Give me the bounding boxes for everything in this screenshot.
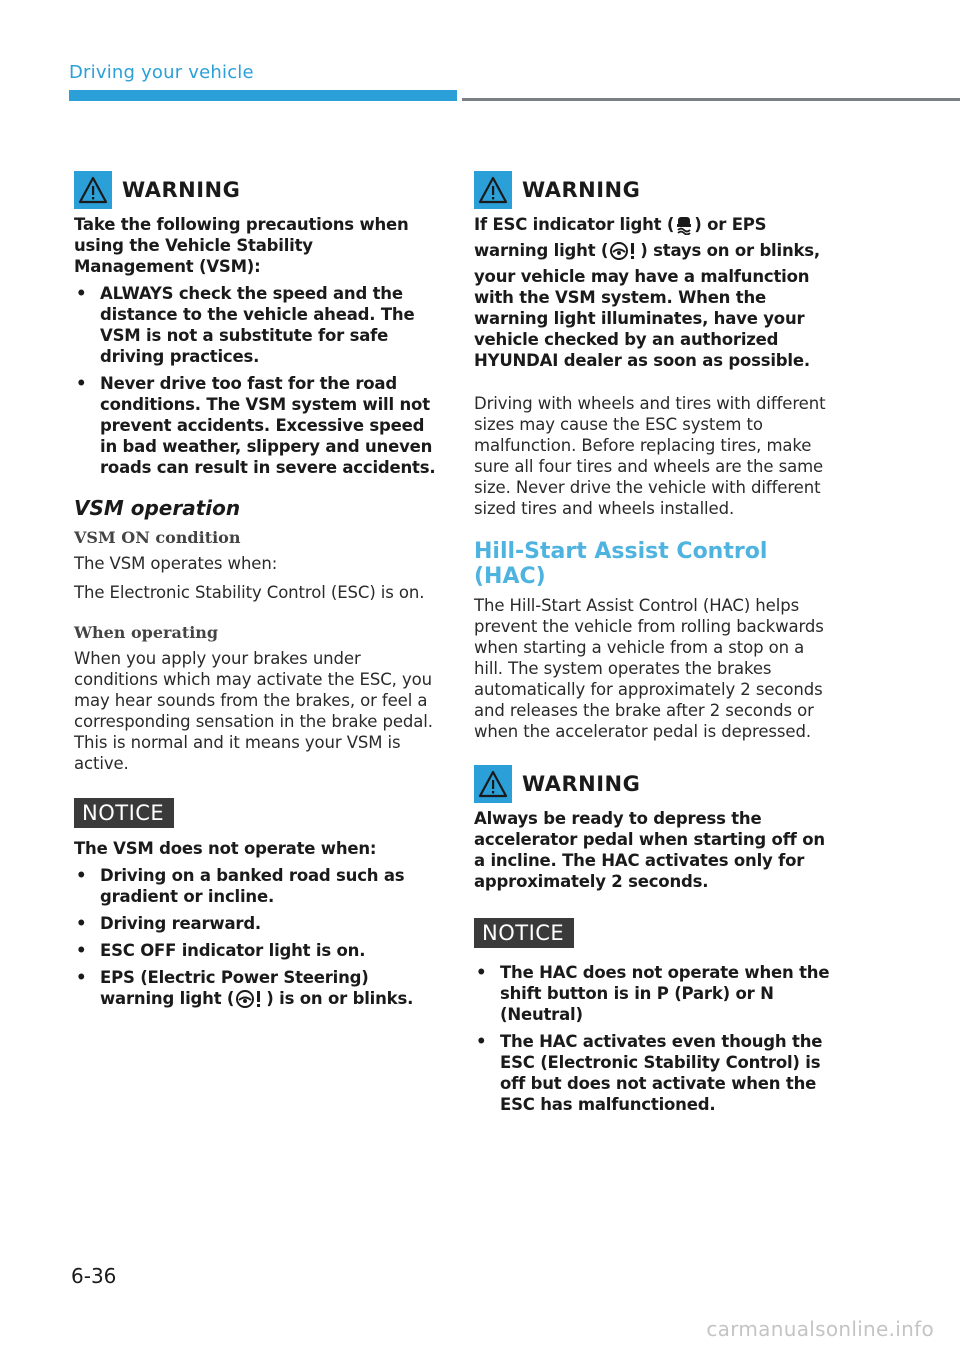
vsm-on-heading: VSM ON condition bbox=[74, 528, 241, 547]
list-item: • Driving rearward. bbox=[74, 913, 436, 934]
esc-indicator-icon bbox=[675, 215, 693, 240]
tires-text: Driving with wheels and tires with different sizes may cause the ESC system to malfunction. Before replacing tires, make sure all four tires and wheels are the same size. Never drive the vehicle with different sized tires and wheels installed. bbox=[474, 394, 826, 518]
notice-list bbox=[474, 962, 838, 1115]
watermark: carmanualsonline.info bbox=[706, 1317, 934, 1341]
warning-triangle-icon bbox=[474, 171, 512, 209]
notice-intro: The VSM does not operate when: bbox=[74, 839, 377, 858]
left-column bbox=[74, 170, 436, 1020]
when-operating-text: When you apply your brakes under conditions which may activate the ESC, you may hear sounds from the brakes, or feel a corresponding sensation in the brake pedal. This is normal and it means your VSM is active. bbox=[74, 649, 433, 773]
eps-warning-icon bbox=[235, 989, 265, 1014]
header-accent-bar bbox=[69, 90, 457, 101]
warning-intro: Take the following precautions when using the Vehicle Stability Management (VSM): bbox=[74, 215, 409, 276]
vsm-operation-heading: VSM operation bbox=[74, 496, 241, 520]
esc-text-2: ) or EPS warning light ( bbox=[474, 215, 767, 260]
list-item: • ESC OFF indicator light is on. bbox=[74, 940, 436, 961]
warning-heading bbox=[74, 170, 436, 210]
warning-heading bbox=[474, 170, 838, 210]
list-item bbox=[74, 967, 436, 1014]
eps-text-after: ) is on or blinks. bbox=[266, 989, 414, 1008]
eps-warning-icon bbox=[609, 241, 639, 266]
notice-label: NOTICE bbox=[74, 798, 174, 828]
header-rule bbox=[462, 98, 960, 101]
eps-text-before: EPS (Electric Power Steering) warning light ( bbox=[100, 968, 369, 1008]
vsm-on-text: The VSM operates when: bbox=[74, 554, 278, 573]
page-number: 6-36 bbox=[71, 1264, 117, 1288]
list-item: • Driving on a banked road such as gradient or incline. bbox=[74, 865, 436, 907]
warning-triangle-icon bbox=[474, 765, 512, 803]
warning-heading bbox=[474, 764, 838, 804]
esc-warning-text bbox=[474, 214, 838, 371]
esc-text-1: If ESC indicator light ( bbox=[474, 215, 675, 234]
warning-list bbox=[74, 283, 436, 478]
hac-heading: Hill-Start Assist Control (HAC) bbox=[474, 539, 768, 589]
warning-label: WARNING bbox=[522, 178, 641, 202]
warning-label: WARNING bbox=[522, 772, 641, 796]
right-column bbox=[474, 170, 838, 1121]
notice-block bbox=[74, 798, 436, 828]
list-item: • Never drive too fast for the road conditions. The VSM system will not prevent accidents. Excessive speed in bad weather, slippery and uneven roads can result in severe accidents. bbox=[74, 373, 436, 478]
list-item: • ALWAYS check the speed and the distance to the vehicle ahead. The VSM is not a substitute for safe driving practices. bbox=[74, 283, 436, 367]
esc-text-3: ) stays on or blinks, your vehicle may have a malfunction with the VSM system. When the warning light illuminates, have your vehicle checked by an authorized HYUNDAI dealer as soon as possible. bbox=[474, 241, 820, 370]
warning-label: WARNING bbox=[122, 178, 241, 202]
section-title: Driving your vehicle bbox=[69, 62, 254, 83]
notice-list bbox=[74, 865, 436, 1014]
when-operating-heading: When operating bbox=[74, 623, 219, 642]
vsm-on-text-2: The Electronic Stability Control (ESC) is on. bbox=[74, 583, 425, 602]
notice-label: NOTICE bbox=[474, 918, 574, 948]
warning-triangle-icon bbox=[74, 171, 112, 209]
hac-warning-text: Always be ready to depress the accelerator pedal when starting off on a incline. The HAC activates only for approximately 2 seconds. bbox=[474, 809, 825, 891]
list-item: • The HAC does not operate when the shift button is in P (Park) or N (Neutral) bbox=[474, 962, 838, 1025]
notice-block bbox=[474, 918, 838, 948]
hac-text: The Hill-Start Assist Control (HAC) helps prevent the vehicle from rolling backwards when starting a vehicle from a stop on a hill. The system operates the brakes automatically for approximately 2 seconds and releases the brake after 2 seconds or when the accelerator pedal is depressed. bbox=[474, 596, 824, 741]
list-item: • The HAC activates even though the ESC (Electronic Stability Control) is off but does not activate when the ESC has malfunctioned. bbox=[474, 1031, 838, 1115]
